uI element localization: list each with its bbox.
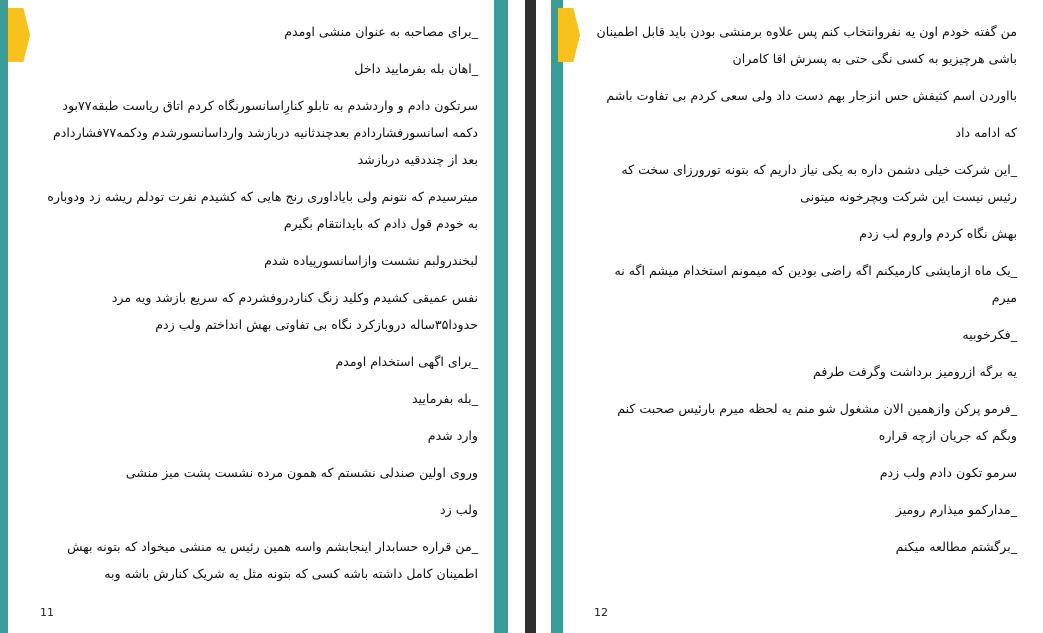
right-paragraph-6: _یک ماه ازمایشی کارمیکنم اگه راضی بودین که میمونم استخدام میشم اگه نه میرم <box>614 263 1017 305</box>
left-page-teal-edge <box>0 0 8 633</box>
right-paragraph-5: بهش نگاه کردم واروم لب زدم <box>859 226 1017 241</box>
left-page-bookmark-tab <box>8 8 30 62</box>
book-spine-divider <box>525 0 536 633</box>
left-paragraph-4: میترسیدم که نتونم ولی بایاداوری رنج هایی که کشیدم نفرت تودلم ریشه زد ودوباره به خودم قول دادم که بایدانتقام بگیرم <box>47 189 478 231</box>
right-paragraph-3: که ادامه داد <box>955 125 1017 140</box>
left-page <box>0 0 508 633</box>
right-page-text <box>591 18 1017 570</box>
right-paragraph-9: _فرمو پرکن وازهمین الان مشغول شو منم یه لحظه میرم بارئیس صحبت کنم وبگم که جریان ازچه قراره <box>617 401 1017 443</box>
left-page-text <box>40 18 478 597</box>
left-paragraph-2: _اهان بله بفرمایید داخل <box>354 61 478 76</box>
right-paragraph-12: _برگشتم مطالعه میکنم <box>895 539 1017 554</box>
left-paragraph-3: سرتکون دادم و واردشدم به تابلو کنارِاسانسورنگاه کردم اتاق ریاست طبقه۷۷بود دکمه اسانسورفشاردادم بعدچندثانیه دربازشد وارداسانسورشدم ودکمه۷۷فشاردادم بعد از چنددقیه دربازشد <box>52 98 478 167</box>
right-page-number: 12 <box>594 606 608 619</box>
right-page-bookmark-tab <box>558 8 580 62</box>
right-paragraph-2: بااوردن اسم کثیفش حس انزجار بهم دست داد ولی سعی کردم بی تفاوت باشم <box>606 88 1017 103</box>
left-paragraph-7: _برای اگهی استخدام اومدم <box>335 354 478 369</box>
left-page-number: 11 <box>40 606 54 619</box>
right-paragraph-7: _فکرخوبیه <box>962 327 1017 342</box>
left-paragraph-12: _من قراره حسابدار اینجابشم واسه همین رئیس یه منشی میخواد که بتونه بهش اطمینان کامل داشته باشه کسی که بتونه مثل یه شریک کنارش باشه وبه <box>67 539 478 581</box>
left-page-teal-spine <box>494 0 508 633</box>
right-paragraph-4: _این شرکت خیلی دشمن داره به یکی نیاز داریم که بتونه تورورزای سخت که رئیس نیست این شرکت وبچرخونه میتونی <box>621 162 1017 204</box>
right-paragraph-10: سرمو تکون دادم ولب زدم <box>879 465 1017 480</box>
left-paragraph-6: نفس عمیقی کشیدم وکلید زنگ کناردروفشردم که سریع بازشد ویه مرد حدودا۳۵ساله دروبازکرد نگاه بی تفاوتی بهش انداختم ولب زدم <box>111 290 478 332</box>
right-paragraph-1: من گفته خودم اون یه نفروانتخاب کنم پس علاوه برمنشی بودن باید قابل اطمینان باشی هرچیزیو به کسی نگی حتی به پسرش اقا کامران <box>596 24 1017 66</box>
left-paragraph-10: وروی اولین صندلی نشستم که همون مرده نشست پشت میز منشی <box>125 465 478 480</box>
left-paragraph-5: لبخندرولبم نشست وازاسانسورپیاده شدم <box>264 253 478 268</box>
left-paragraph-9: وارد شدم <box>427 428 478 443</box>
right-page <box>551 0 1043 633</box>
left-paragraph-8: _بله بفرمایید <box>411 391 478 406</box>
left-paragraph-1: _برای مصاحبه به عنوان منشی اومدم <box>284 24 478 39</box>
left-paragraph-11: ولب زد <box>440 502 478 517</box>
right-page-teal-spine <box>551 0 563 633</box>
right-paragraph-8: یه برگه ازرومیز برداشت وگرفت طرفم <box>813 364 1017 379</box>
right-paragraph-11: _مدارکمو میذارم رومیز <box>895 502 1017 517</box>
